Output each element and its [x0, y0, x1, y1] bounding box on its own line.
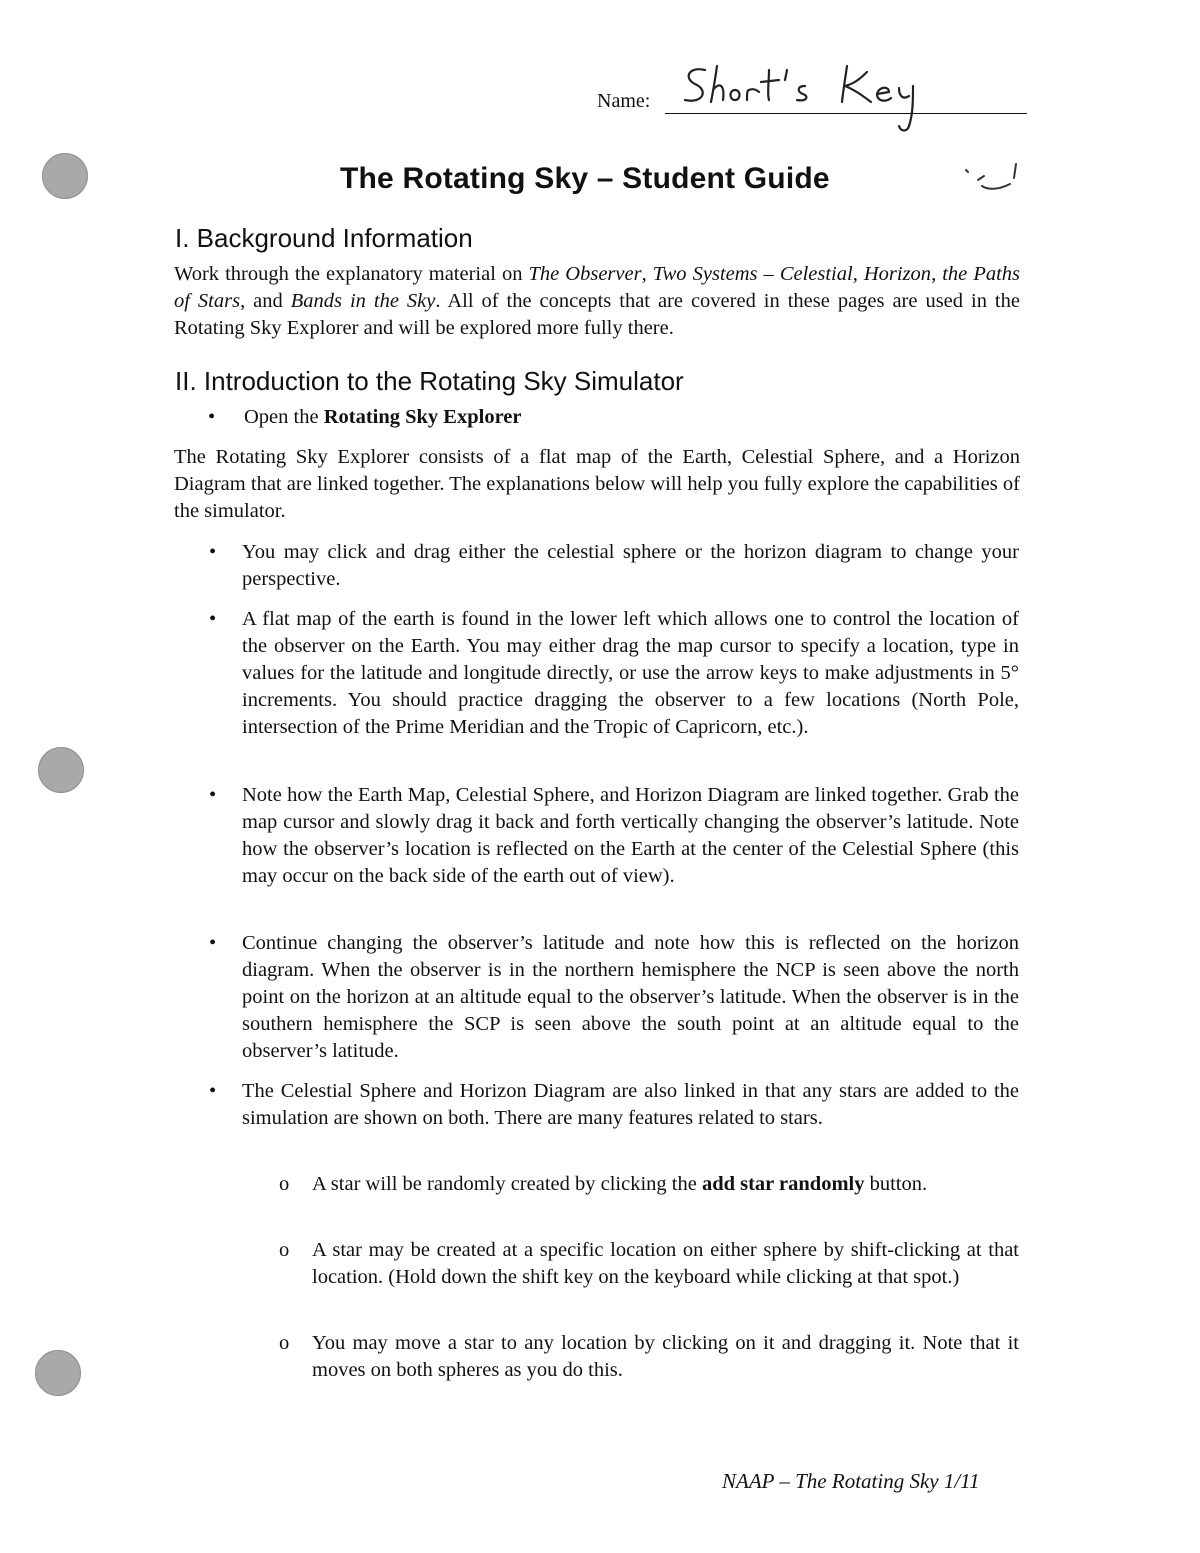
bullet-icon: •	[209, 1080, 217, 1102]
list-item: • Continue changing the observer’s latitude and note how this is reflected on the horizon diagram. When the observer is in the northern hemisphere the NCP is seen above the north point on the horizon at an altitude equal to the observer’s latitude. When the observer is in the southern hemisphere the SCP is seen above the south point at an altitude equal to the observer’s latitude.	[209, 932, 1019, 1062]
bullet-icon: •	[208, 406, 216, 428]
list-item: • The Celestial Sphere and Horizon Diagram are also linked in that any stars are added to the simulation are shown on both. There are many features related to stars.	[209, 1080, 1019, 1129]
page-footer: NAAP – The Rotating Sky 1/11	[722, 1469, 980, 1493]
sub-list-item: o A star will be randomly created by clicking the add star randomly button.	[312, 1171, 1019, 1198]
binder-hole-bottom	[35, 1350, 81, 1396]
background-paragraph: Work through the explanatory material on The Observer, Two Systems – Celestial, Horizon, the Paths of Stars, and Bands in the Sky. All of the concepts that are covered in these pages are used in the Rotating Sky Explorer and will be explored more fully there.	[174, 263, 1021, 339]
hollow-bullet-icon: o	[279, 1239, 290, 1261]
hollow-bullet-icon: o	[279, 1332, 290, 1354]
open-explorer-instruction: • Open the Rotating Sky Explorer	[208, 404, 522, 431]
bullet-icon: •	[209, 608, 217, 630]
binder-hole-top	[42, 153, 88, 199]
list-item: • Note how the Earth Map, Celestial Sphere, and Horizon Diagram are linked together. Grab the map cursor and slowly drag it back and forth vertically changing the observer’s latitude. Note how the observer’s location is reflected on the Earth at the center of the Celestial Sphere (this may occur on the back side of the earth out of view).	[209, 784, 1019, 887]
page-title: The Rotating Sky – Student Guide	[340, 162, 830, 195]
section-heading-introduction: II. Introduction to the Rotating Sky Simulator	[175, 366, 684, 396]
list-item: • A flat map of the earth is found in the lower left which allows one to control the location of the observer on the Earth. You may either drag the map cursor to specify a location, type in values for the latitude and longitude directly, or use the arrow keys to make adjustments in 5° increments. You should practice dragging the observer to a few locations (North Pole, intersection of the Prime Meridian and the Tropic of Capricorn, etc.).	[209, 608, 1019, 738]
margin-scribble-icon	[958, 160, 1028, 200]
hollow-bullet-icon: o	[279, 1173, 290, 1195]
intro-paragraph: The Rotating Sky Explorer consists of a flat map of the Earth, Celestial Sphere, and a Horizon Diagram that are linked together. The explanations below will help you fully explore the capabilities of the simulator.	[174, 446, 1020, 522]
handwritten-name-signature	[677, 60, 947, 140]
bullet-icon: •	[209, 541, 217, 563]
binder-hole-middle	[38, 747, 84, 793]
bullet-icon: •	[209, 784, 217, 806]
name-label: Name:	[597, 90, 651, 112]
section-heading-background: I. Background Information	[175, 223, 473, 253]
name-field	[597, 60, 1027, 120]
sub-list-item: o A star may be created at a specific location on either sphere by shift-clicking at that location. (Hold down the shift key on the keyboard while clicking at that spot.)	[279, 1239, 1019, 1288]
list-item: • You may click and drag either the celestial sphere or the horizon diagram to change your perspective.	[209, 541, 1019, 590]
sub-list-item: o You may move a star to any location by clicking on it and dragging it. Note that it moves on both spheres as you do this.	[279, 1332, 1019, 1381]
bullet-icon: •	[209, 932, 217, 954]
